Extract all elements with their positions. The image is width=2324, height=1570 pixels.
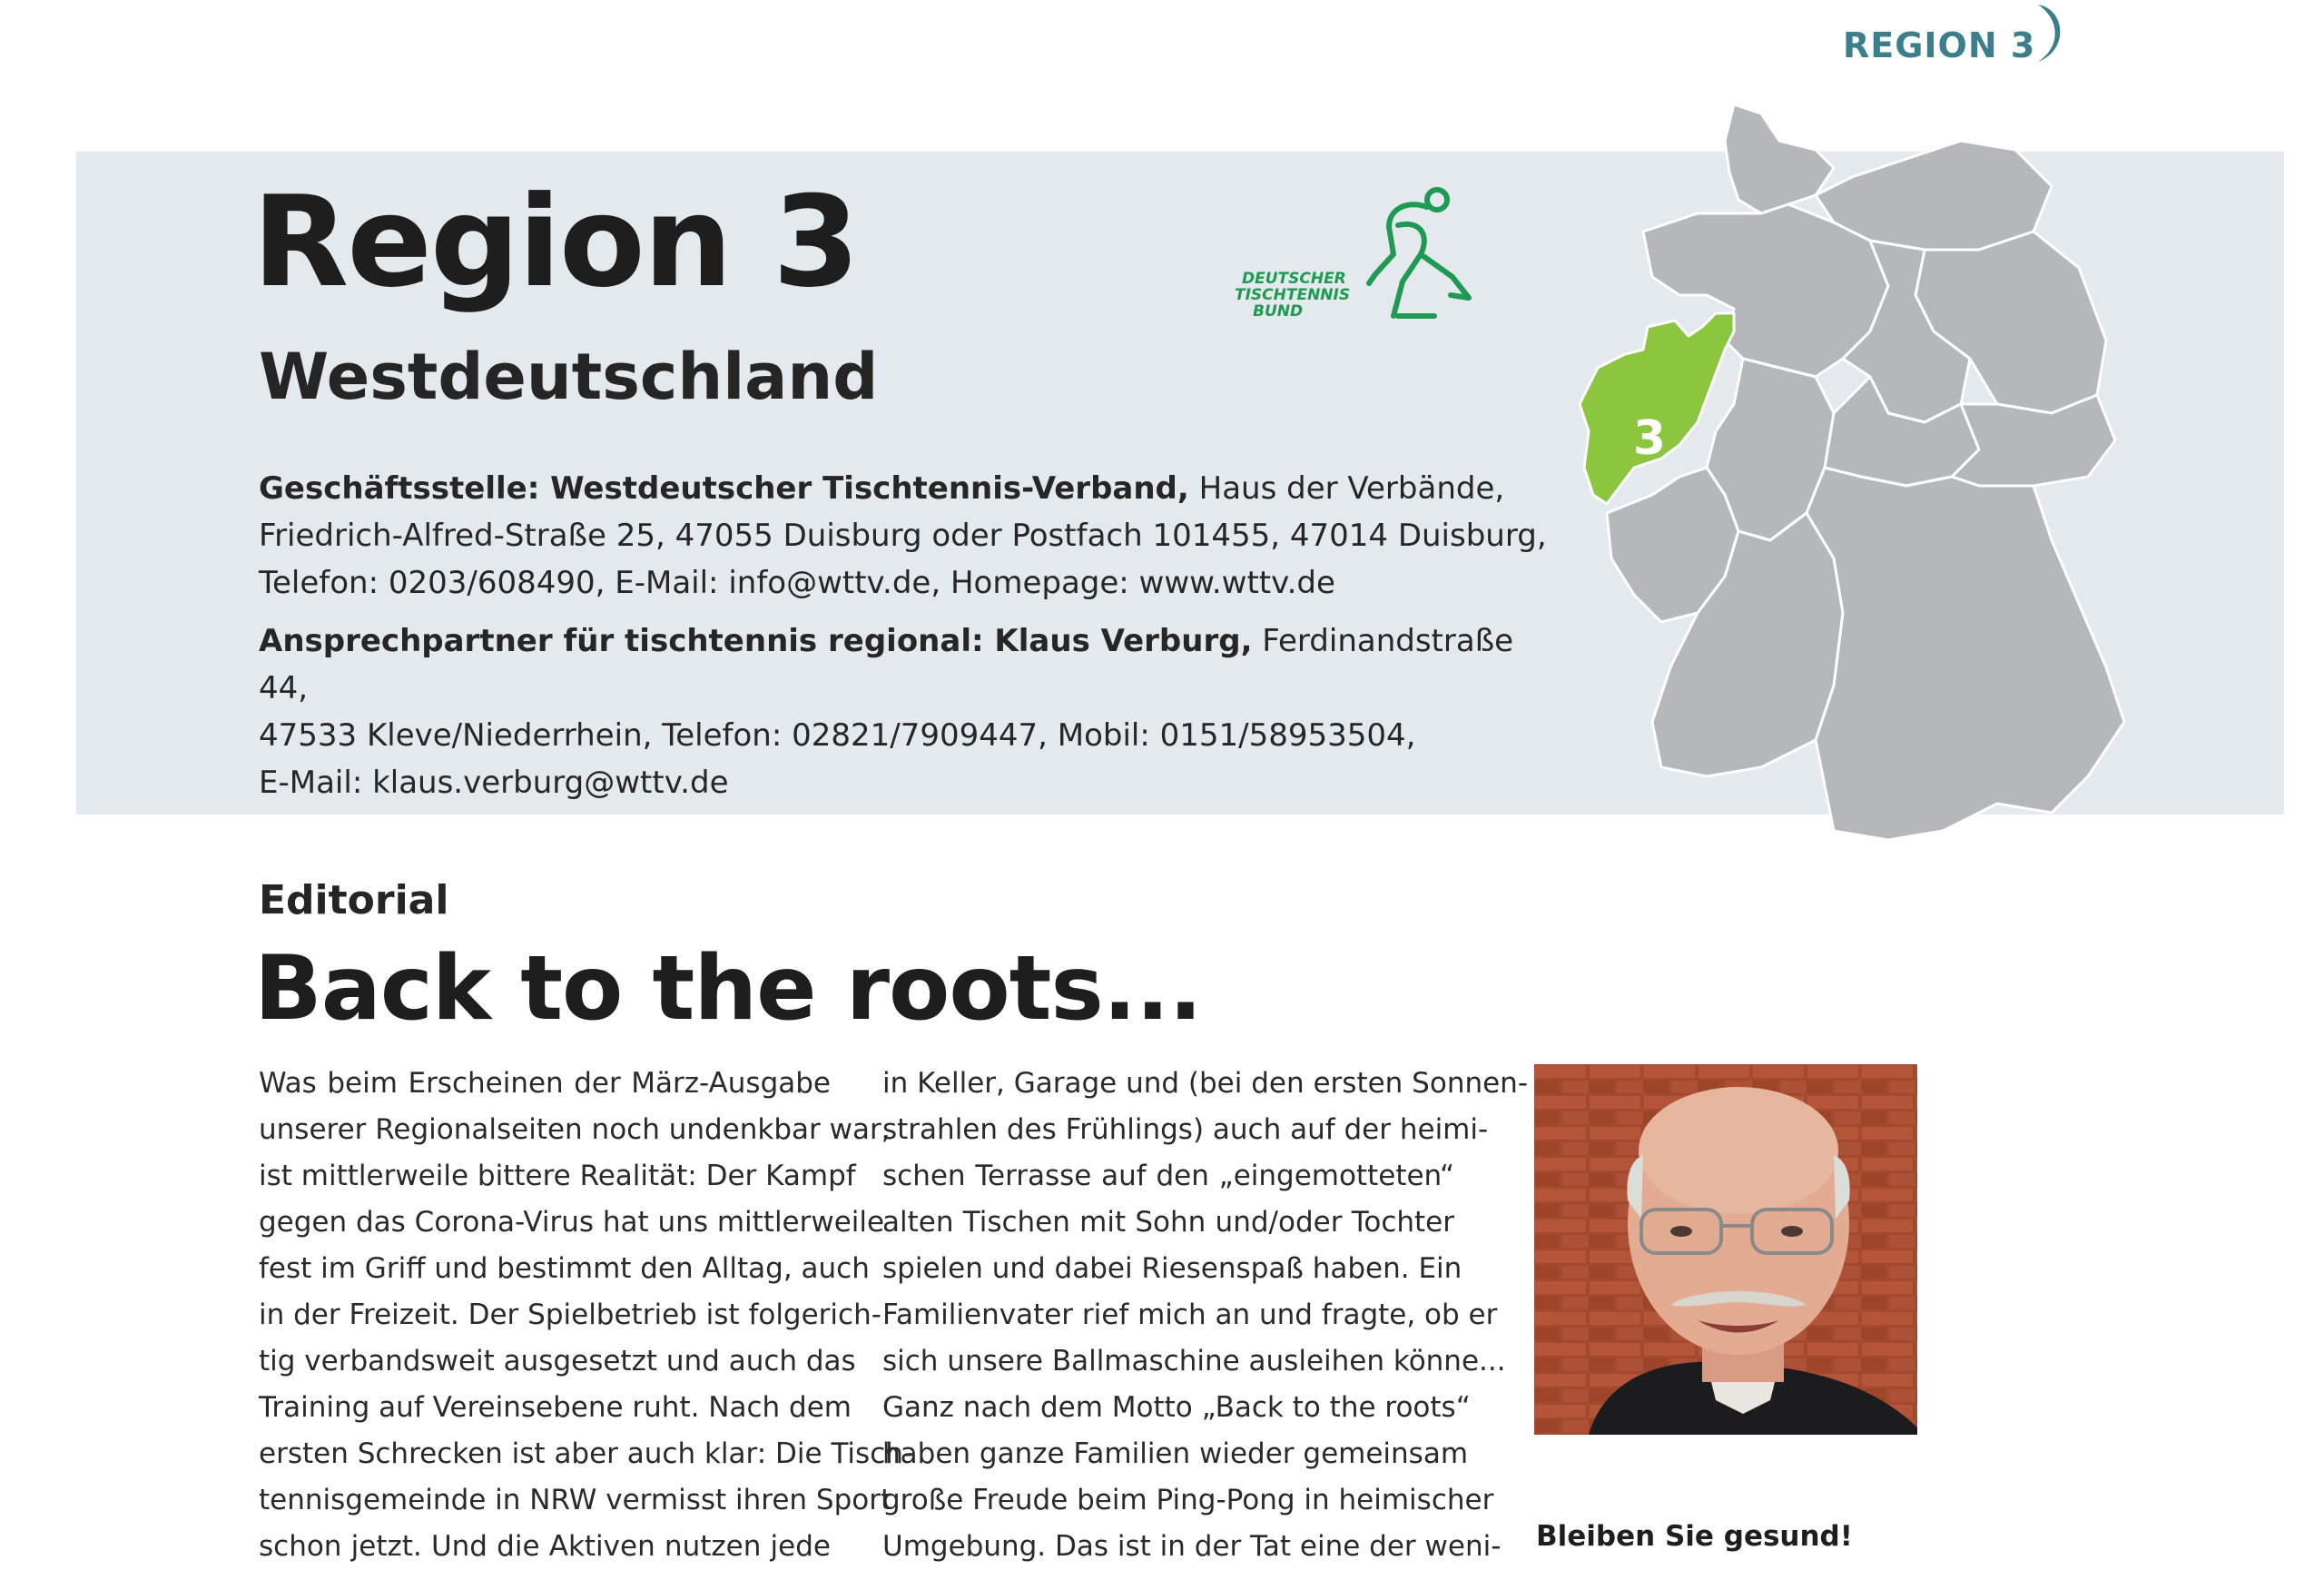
- text-line: Ganz nach dem Motto „Back to the roots“: [882, 1391, 1471, 1424]
- text-line: große Freude beim Ping-Pong in heimischer: [882, 1484, 1494, 1516]
- crescent-icon: [2011, 0, 2083, 68]
- map-state-bavaria: [1807, 468, 2124, 840]
- text-line: tig verbandsweit ausgesetzt und auch das: [259, 1345, 856, 1377]
- text-line: in Keller, Garage und (bei den ersten Sonnen-: [882, 1067, 1529, 1100]
- person-label: Ansprechpartner für tischtennis regional: Klaus Verburg,: [259, 623, 1253, 659]
- person-line1: Ferdinandstraße 44,: [259, 623, 1514, 706]
- text-line: Training auf Vereinsebene ruht. Nach dem: [259, 1391, 852, 1424]
- text-line: Familienvater rief mich an und fragte, ob er: [882, 1298, 1498, 1331]
- text-line: in der Freizeit. Der Spielbetrieb ist folgerich-: [259, 1298, 881, 1331]
- text-line: schen Terrasse auf den „eingemotteten“: [882, 1160, 1454, 1192]
- logo-line2: TISCHTENNIS: [1235, 286, 1351, 304]
- text-line: strahlen des Frühlings) auch auf der heimi-: [882, 1113, 1489, 1146]
- article-column-2: [882, 1061, 1529, 1570]
- office-line1: Haus der Verbände,: [1188, 470, 1505, 507]
- text-line: ersten Schrecken ist aber auch klar: Die Tisch-: [259, 1437, 914, 1470]
- dttb-logo: [1216, 182, 1489, 336]
- author-portrait: [1534, 1064, 1917, 1435]
- photo-caption: Bleiben Sie gesund!: [1536, 1520, 1853, 1553]
- person-line3: E-Mail: klaus.verburg@wttv.de: [259, 765, 729, 801]
- logo-line1: DEUTSCHER: [1242, 270, 1346, 288]
- article-column-1: [259, 1061, 914, 1570]
- map-region-number: 3: [1632, 411, 1667, 466]
- text-line: unserer Regionalseiten noch undenkbar war,: [259, 1113, 891, 1146]
- text-line: Was beim Erscheinen der März-Ausgabe: [259, 1067, 831, 1100]
- office-line2: Friedrich-Alfred-Straße 25, 47055 Duisburg oder Postfach 101455, 47014 Duisburg,: [259, 518, 1547, 554]
- text-line: haben ganze Familien wieder gemeinsam: [882, 1437, 1469, 1470]
- text-line: fest im Griff und bestimmt den Alltag, auch: [259, 1252, 870, 1285]
- person-line2: 47533 Kleve/Niederrhein, Telefon: 02821/7909447, Mobil: 0151/58953504,: [259, 717, 1416, 754]
- text-line: Umgebung. Das ist in der Tat eine der weni-: [882, 1530, 1502, 1563]
- page-subtitle: Westdeutschland: [259, 340, 879, 414]
- text-line: gegen das Corona-Virus hat uns mittlerweile: [259, 1206, 885, 1239]
- article-kicker: Editorial: [259, 877, 449, 923]
- region-tag: REGION 3: [1843, 25, 2036, 65]
- logo-line3: BUND: [1253, 302, 1304, 321]
- text-line: schon jetzt. Und die Aktiven nutzen jede: [259, 1530, 831, 1563]
- text-line: spielen und dabei Riesenspaß haben. Ein: [882, 1252, 1462, 1285]
- office-contact: [259, 465, 1548, 607]
- text-line: ist mittlerweile bittere Realität: Der Kampf: [259, 1160, 856, 1192]
- office-line3: Telefon: 0203/608490, E-Mail: info@wttv.de, Homepage: www.wttv.de: [259, 565, 1335, 601]
- person-contact: [259, 617, 1548, 806]
- office-label: Geschäftsstelle: Westdeutscher Tischtennis-Verband,: [259, 470, 1189, 507]
- text-line: alten Tischen mit Sohn und/oder Tochter: [882, 1206, 1454, 1239]
- page-title: Region 3: [252, 169, 859, 315]
- germany-map: [1543, 86, 2179, 885]
- text-line: sich unsere Ballmaschine ausleihen könne...: [882, 1345, 1506, 1377]
- article-headline: Back to the roots...: [254, 937, 1202, 1041]
- text-line: tennisgemeinde in NRW vermisst ihren Sport: [259, 1484, 892, 1516]
